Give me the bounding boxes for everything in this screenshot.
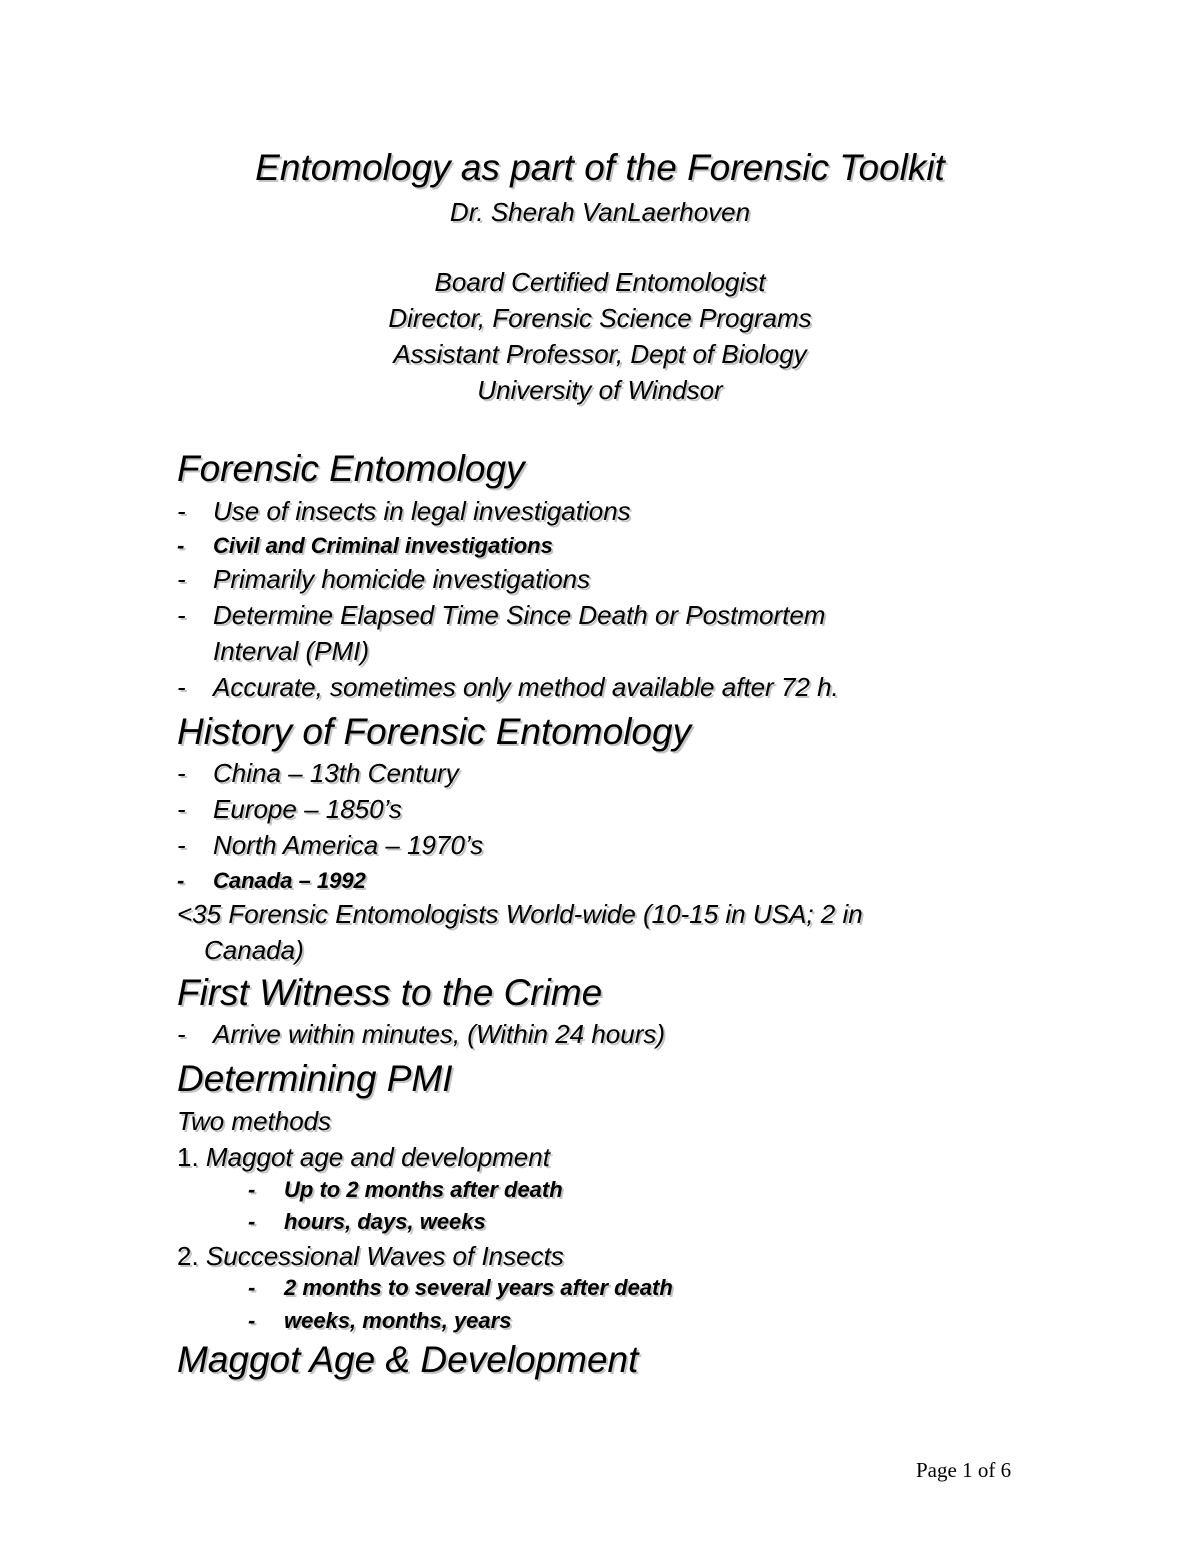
section-heading-forensic-entomology: Forensic Entomology [177, 448, 525, 489]
role-line: Assistant Professor, Dept of Biology [393, 339, 807, 369]
author-name: Dr. Sherah VanLaerhoven [449, 197, 751, 227]
bullet: - [177, 868, 185, 893]
bullet: - [177, 600, 186, 630]
role-line: University of Windsor [477, 375, 723, 405]
bullet: - [177, 1019, 186, 1049]
bullet: - [177, 758, 186, 788]
role-line: Board Certified Entomologist [434, 267, 766, 297]
page-number: Page 1 of 6 [916, 1458, 1012, 1482]
document-title: Entomology as part of the Forensic Toolkit [255, 147, 945, 188]
list-item: - Accurate, sometimes only method available after 72 h. [177, 672, 839, 702]
sub-item: - hours, days, weeks [248, 1207, 486, 1237]
role-line: Director, Forensic Science Programs [388, 303, 812, 333]
bullet: - [177, 794, 186, 824]
list-item: - Europe – 1850’s [177, 794, 402, 824]
bullet: - [177, 830, 186, 860]
list-item: - Primarily homicide investigations [177, 564, 591, 594]
section-heading-first-witness: First Witness to the Crime [177, 972, 603, 1013]
list-item: - Use of insects in legal investigations [177, 496, 631, 526]
list-item: - North America – 1970’s [177, 830, 484, 860]
method-2: 2. Successional Waves of Insects [177, 1241, 564, 1271]
bullet: - [177, 496, 186, 526]
list-item: - Civil and Criminal investigations [177, 529, 553, 563]
section-heading-history: History of Forensic Entomology [177, 711, 692, 752]
sub-item: - weeks, months, years [248, 1306, 511, 1336]
list-item: - Canada – 1992 [177, 864, 366, 898]
bullet: - [248, 1308, 256, 1333]
bullet: - [248, 1275, 256, 1300]
method-1: 1. Maggot age and development [177, 1142, 550, 1172]
list-item: - China – 13th Century [177, 758, 459, 788]
bullet: - [177, 533, 185, 558]
list-item-continuation: Interval (PMI) [213, 636, 370, 666]
list-item: - Determine Elapsed Time Since Death or Postmortem [177, 600, 826, 630]
history-note: <35 Forensic Entomologists World-wide (10-15 in USA; 2 in [177, 899, 863, 929]
section-heading-determining-pmi: Determining PMI [177, 1058, 453, 1099]
sub-item: - 2 months to several years after death [248, 1273, 673, 1303]
bullet: - [177, 672, 186, 702]
section-heading-maggot-age: Maggot Age & Development [177, 1339, 639, 1380]
bullet: - [177, 564, 186, 594]
history-note-continuation: Canada) [204, 935, 304, 965]
list-item: - Arrive within minutes, (Within 24 hours) [177, 1019, 666, 1049]
methods-intro: Two methods [177, 1106, 332, 1136]
bullet: - [248, 1209, 256, 1234]
sub-item: - Up to 2 months after death [248, 1175, 563, 1205]
bullet: - [248, 1177, 256, 1202]
